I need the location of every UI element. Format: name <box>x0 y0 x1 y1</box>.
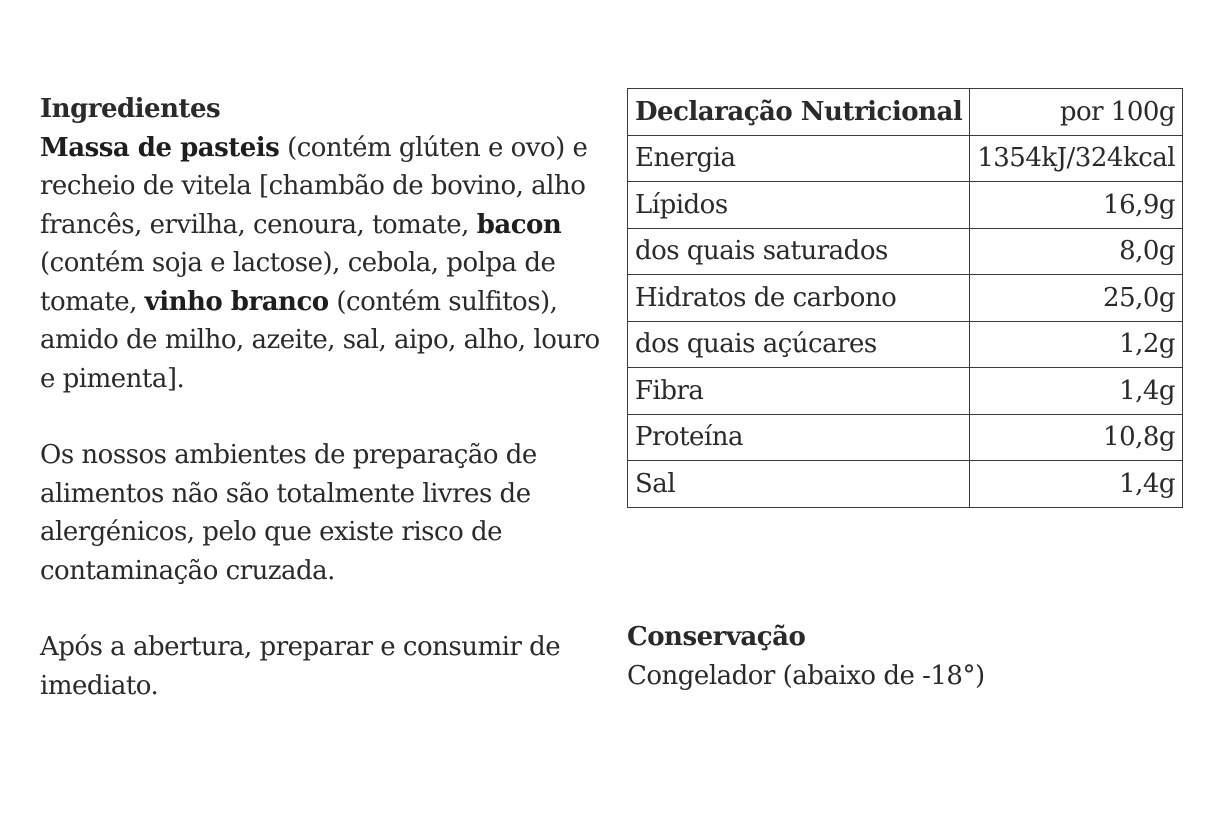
ingredients-text-1: (contém glúten e ovo) e recheio de vitela [chambão de bovino, alho francês, ervilha, cenoura, tomate, <box>40 132 588 240</box>
nutrition-row-lipidos <box>628 182 1183 229</box>
nutrient-value: 25,0g <box>970 275 1183 322</box>
nutrient-name: dos quais saturados <box>628 228 970 275</box>
ingredient-massa: Massa de pasteis <box>40 132 280 163</box>
nutrition-row-energia <box>628 135 1183 182</box>
ingredient-vinho-branco: vinho branco <box>144 286 329 317</box>
nutrient-value: 10,8g <box>970 414 1183 461</box>
after-opening-instructions: Após a abertura, preparar e consumir de imediato. <box>40 632 561 701</box>
ingredients-list <box>40 129 600 399</box>
nutrition-table <box>627 88 1183 508</box>
ingredients-section <box>40 90 600 705</box>
ingredient-bacon: bacon <box>476 209 562 240</box>
storage-section <box>627 618 985 695</box>
nutrient-name: Hidratos de carbono <box>628 275 970 322</box>
nutrition-row-hidratos <box>628 275 1183 322</box>
nutrition-header-title: Declaração Nutricional <box>628 89 970 136</box>
ingredients-text-3: (contém sulfitos), amido de milho, azeite, sal, aipo, alho, louro e pimenta]. <box>40 286 600 394</box>
ingredients-text-2: (contém soja e lactose), cebola, polpa de tomate, <box>40 248 556 317</box>
nutrient-name: Fibra <box>628 368 970 415</box>
nutrient-name: Energia <box>628 135 970 182</box>
nutrient-name: dos quais açúcares <box>628 321 970 368</box>
nutrient-name: Sal <box>628 461 970 508</box>
ingredients-title: Ingredientes <box>40 94 221 124</box>
nutrition-row-proteina <box>628 414 1183 461</box>
nutrition-header-unit: por 100g <box>970 89 1183 136</box>
allergen-notice: Os nossos ambientes de preparação de alimentos não são totalmente livres de alergénicos, pelo que existe risco de contaminação cruzada. <box>40 440 537 586</box>
nutrient-value: 1,4g <box>970 461 1183 508</box>
nutrition-row-saturados <box>628 228 1183 275</box>
storage-instructions: Congelador (abaixo de -18°) <box>627 660 985 691</box>
nutrition-row-fibra <box>628 368 1183 415</box>
storage-title: Conservação <box>627 622 806 652</box>
nutrition-row-acucares <box>628 321 1183 368</box>
nutrition-row-sal <box>628 461 1183 508</box>
nutrient-value: 1,2g <box>970 321 1183 368</box>
nutrient-value: 16,9g <box>970 182 1183 229</box>
nutrient-name: Proteína <box>628 414 970 461</box>
nutrient-name: Lípidos <box>628 182 970 229</box>
nutrient-value: 1,4g <box>970 368 1183 415</box>
nutrient-value: 8,0g <box>970 228 1183 275</box>
nutrition-header-row <box>628 89 1183 136</box>
nutrient-value: 1354kJ/324kcal <box>970 135 1183 182</box>
